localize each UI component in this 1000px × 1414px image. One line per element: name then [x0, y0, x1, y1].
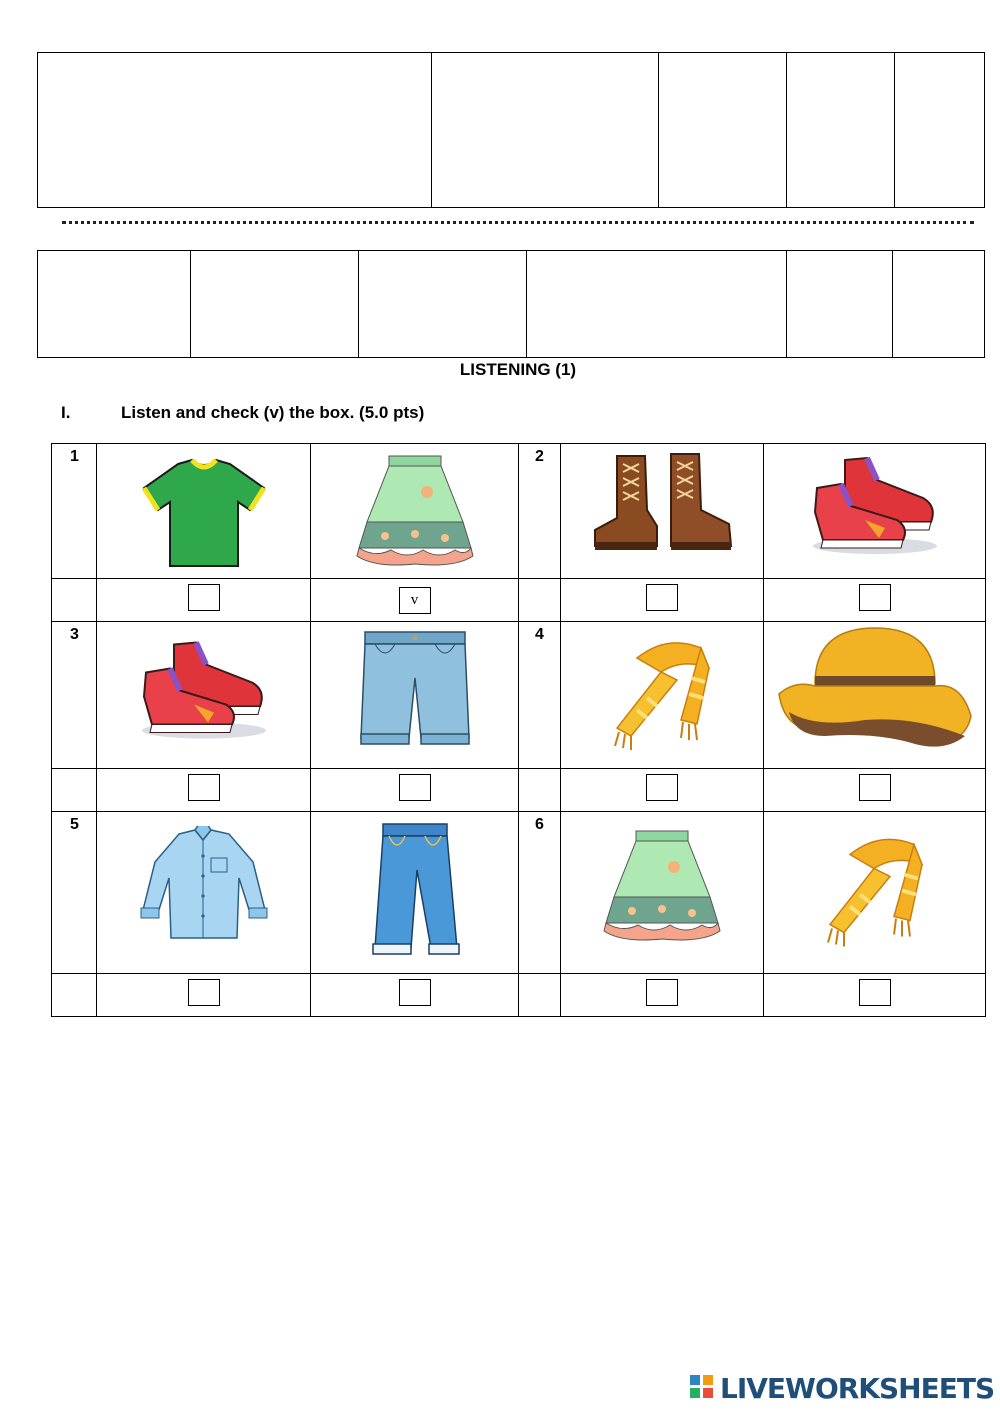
answer-checkbox[interactable]: [188, 979, 220, 1006]
instruction-text: Listen and check (v) the box. (5.0 pts): [121, 403, 425, 422]
green-skirt-icon: [345, 452, 485, 572]
answer-checkbox[interactable]: v: [399, 587, 431, 614]
instruction-number: I.: [61, 403, 71, 422]
item-number: 5: [70, 816, 79, 833]
answer-checkbox[interactable]: [399, 774, 431, 801]
checkbox-cell: [311, 974, 519, 1017]
yellow-scarf-icon: [810, 822, 940, 952]
header-table: [37, 52, 985, 208]
item-number: 3: [70, 626, 79, 643]
info-cell: [893, 251, 985, 358]
liveworksheets-logo-icon: [690, 1375, 716, 1401]
green-tshirt-icon: [134, 454, 274, 574]
picture-cell: [97, 622, 311, 769]
empty-cell: [52, 974, 97, 1017]
item-number: 4: [535, 626, 544, 643]
header-cell: [38, 53, 432, 208]
empty-cell: [519, 769, 561, 812]
picture-cell: [561, 444, 764, 579]
checkbox-cell: [311, 769, 519, 812]
item-number: 6: [535, 816, 544, 833]
yellow-scarf-icon: [597, 628, 727, 753]
empty-cell: [519, 579, 561, 622]
info-cell: [527, 251, 787, 358]
yellow-hat-icon: [775, 624, 975, 754]
checkbox-cell: [764, 974, 986, 1017]
liveworksheets-watermark: [690, 1372, 994, 1404]
denim-shorts-icon: [355, 628, 475, 753]
header-cell: [895, 53, 985, 208]
checkbox-cell: [764, 579, 986, 622]
brown-boots-icon: [587, 450, 737, 560]
picture-cell: [764, 622, 986, 769]
picture-cell: [311, 622, 519, 769]
answer-checkbox[interactable]: [859, 584, 891, 611]
section-title: LISTENING (1): [459, 360, 577, 379]
answer-checkbox[interactable]: [646, 979, 678, 1006]
item-number: 2: [535, 448, 544, 465]
picture-cell: [561, 812, 764, 974]
checkbox-cell: [561, 579, 764, 622]
picture-cell: [764, 812, 986, 974]
instruction: [61, 403, 424, 423]
info-cell: [191, 251, 359, 358]
picture-cell: [764, 444, 986, 579]
item-number: 1: [70, 448, 79, 465]
item-number-cell: [519, 444, 561, 579]
item-number-cell: [519, 622, 561, 769]
header-cell: [432, 53, 659, 208]
answer-checkbox[interactable]: [399, 979, 431, 1006]
header-cell: [659, 53, 787, 208]
item-number-cell: [52, 812, 97, 974]
cut-line: [62, 221, 974, 225]
empty-cell: [519, 974, 561, 1017]
header-cell: [787, 53, 895, 208]
info-cell: [787, 251, 893, 358]
picture-cell: [97, 444, 311, 579]
checkbox-cell: [97, 579, 311, 622]
item-number-cell: [52, 444, 97, 579]
blue-jeans-icon: [365, 820, 465, 960]
checkbox-cell: [97, 974, 311, 1017]
checkbox-cell: [561, 974, 764, 1017]
answer-checkbox[interactable]: [859, 979, 891, 1006]
info-table: [37, 250, 985, 358]
picture-cell: [311, 444, 519, 579]
checkbox-cell: [97, 769, 311, 812]
checkbox-cell: [764, 769, 986, 812]
picture-cell: [311, 812, 519, 974]
watermark-text: LIVEWORKSHEETS: [720, 1371, 995, 1405]
exercise-table: [51, 443, 986, 1017]
item-number-cell: [52, 622, 97, 769]
answer-checkbox[interactable]: [188, 774, 220, 801]
picture-cell: [561, 622, 764, 769]
checkbox-cell: [311, 579, 519, 622]
empty-cell: [52, 769, 97, 812]
info-cell: [359, 251, 527, 358]
red-sneakers-icon: [134, 632, 274, 747]
picture-cell: [97, 812, 311, 974]
item-number-cell: [519, 812, 561, 974]
answer-checkbox[interactable]: [859, 774, 891, 801]
blue-shirt-icon: [139, 826, 269, 946]
empty-cell: [52, 579, 97, 622]
answer-checkbox[interactable]: [646, 774, 678, 801]
answer-checkbox[interactable]: [646, 584, 678, 611]
red-sneakers-icon: [805, 450, 945, 560]
info-cell: [38, 251, 191, 358]
answer-checkbox[interactable]: [188, 584, 220, 611]
checkbox-cell: [561, 769, 764, 812]
green-skirt-icon: [592, 822, 732, 952]
